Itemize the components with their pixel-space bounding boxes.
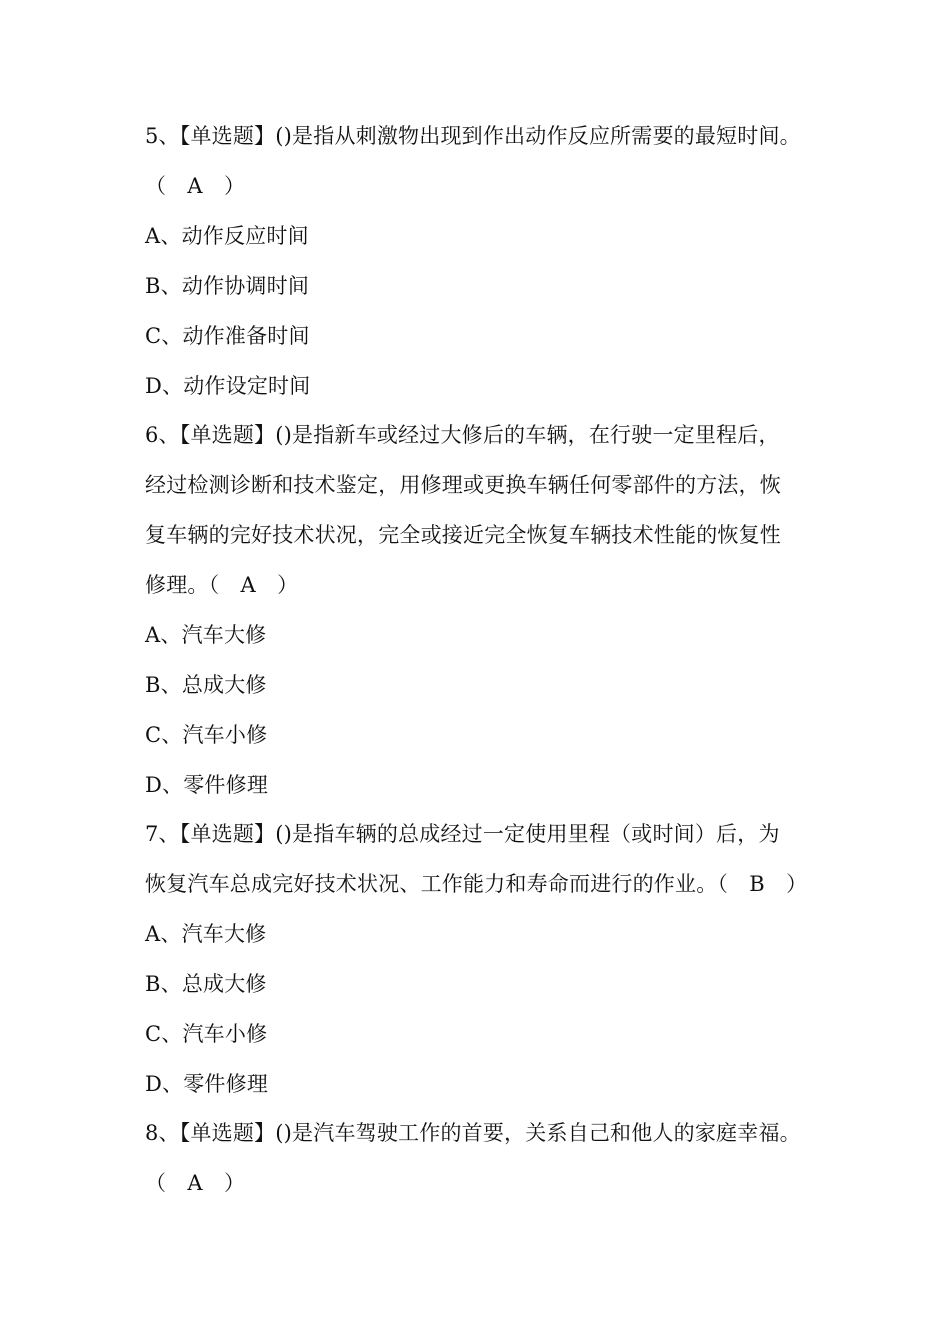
question-7-text-line-1: 7、【单选题】()是指车辆的总成经过一定使用里程（或时间）后，为	[145, 822, 780, 846]
question-5-option-d: D、动作设定时间	[145, 374, 311, 398]
question-6-option-c: C、汽车小修	[145, 723, 268, 747]
question-5-option-c: C、动作准备时间	[145, 324, 310, 348]
question-7-option-a: A、汽车大修	[145, 922, 267, 946]
question-5-text: 5、【单选题】()是指从刺激物出现到作出动作反应所需要的最短时间。	[145, 124, 801, 148]
question-6-option-a: A、汽车大修	[145, 623, 267, 647]
question-6-text-line-2: 经过检测诊断和技术鉴定，用修理或更换车辆任何零部件的方法，恢	[145, 473, 781, 497]
question-6-option-b: B、总成大修	[145, 673, 267, 697]
question-5-answer: （ A ）	[145, 174, 246, 198]
question-8-text: 8、【单选题】()是汽车驾驶工作的首要，关系自己和他人的家庭幸福。	[145, 1121, 801, 1145]
question-6-text-line-1: 6、【单选题】()是指新车或经过大修后的车辆，在行驶一定里程后，	[145, 423, 780, 447]
question-7-option-c: C、汽车小修	[145, 1022, 268, 1046]
question-6-text-line-4: 修理。（ A ）	[145, 573, 299, 597]
question-7-option-d: D、零件修理	[145, 1072, 269, 1096]
question-6-option-d: D、零件修理	[145, 773, 269, 797]
question-8-answer: （ A ）	[145, 1171, 246, 1195]
question-7-option-b: B、总成大修	[145, 972, 267, 996]
question-7-text-line-2: 恢复汽车总成完好技术状况、工作能力和寿命而进行的作业。（ B ）	[145, 872, 808, 896]
question-6-text-line-3: 复车辆的完好技术状况，完全或接近完全恢复车辆技术性能的恢复性	[145, 523, 781, 547]
question-5-option-b: B、动作协调时间	[145, 274, 310, 298]
question-5-option-a: A、动作反应时间	[145, 224, 309, 248]
